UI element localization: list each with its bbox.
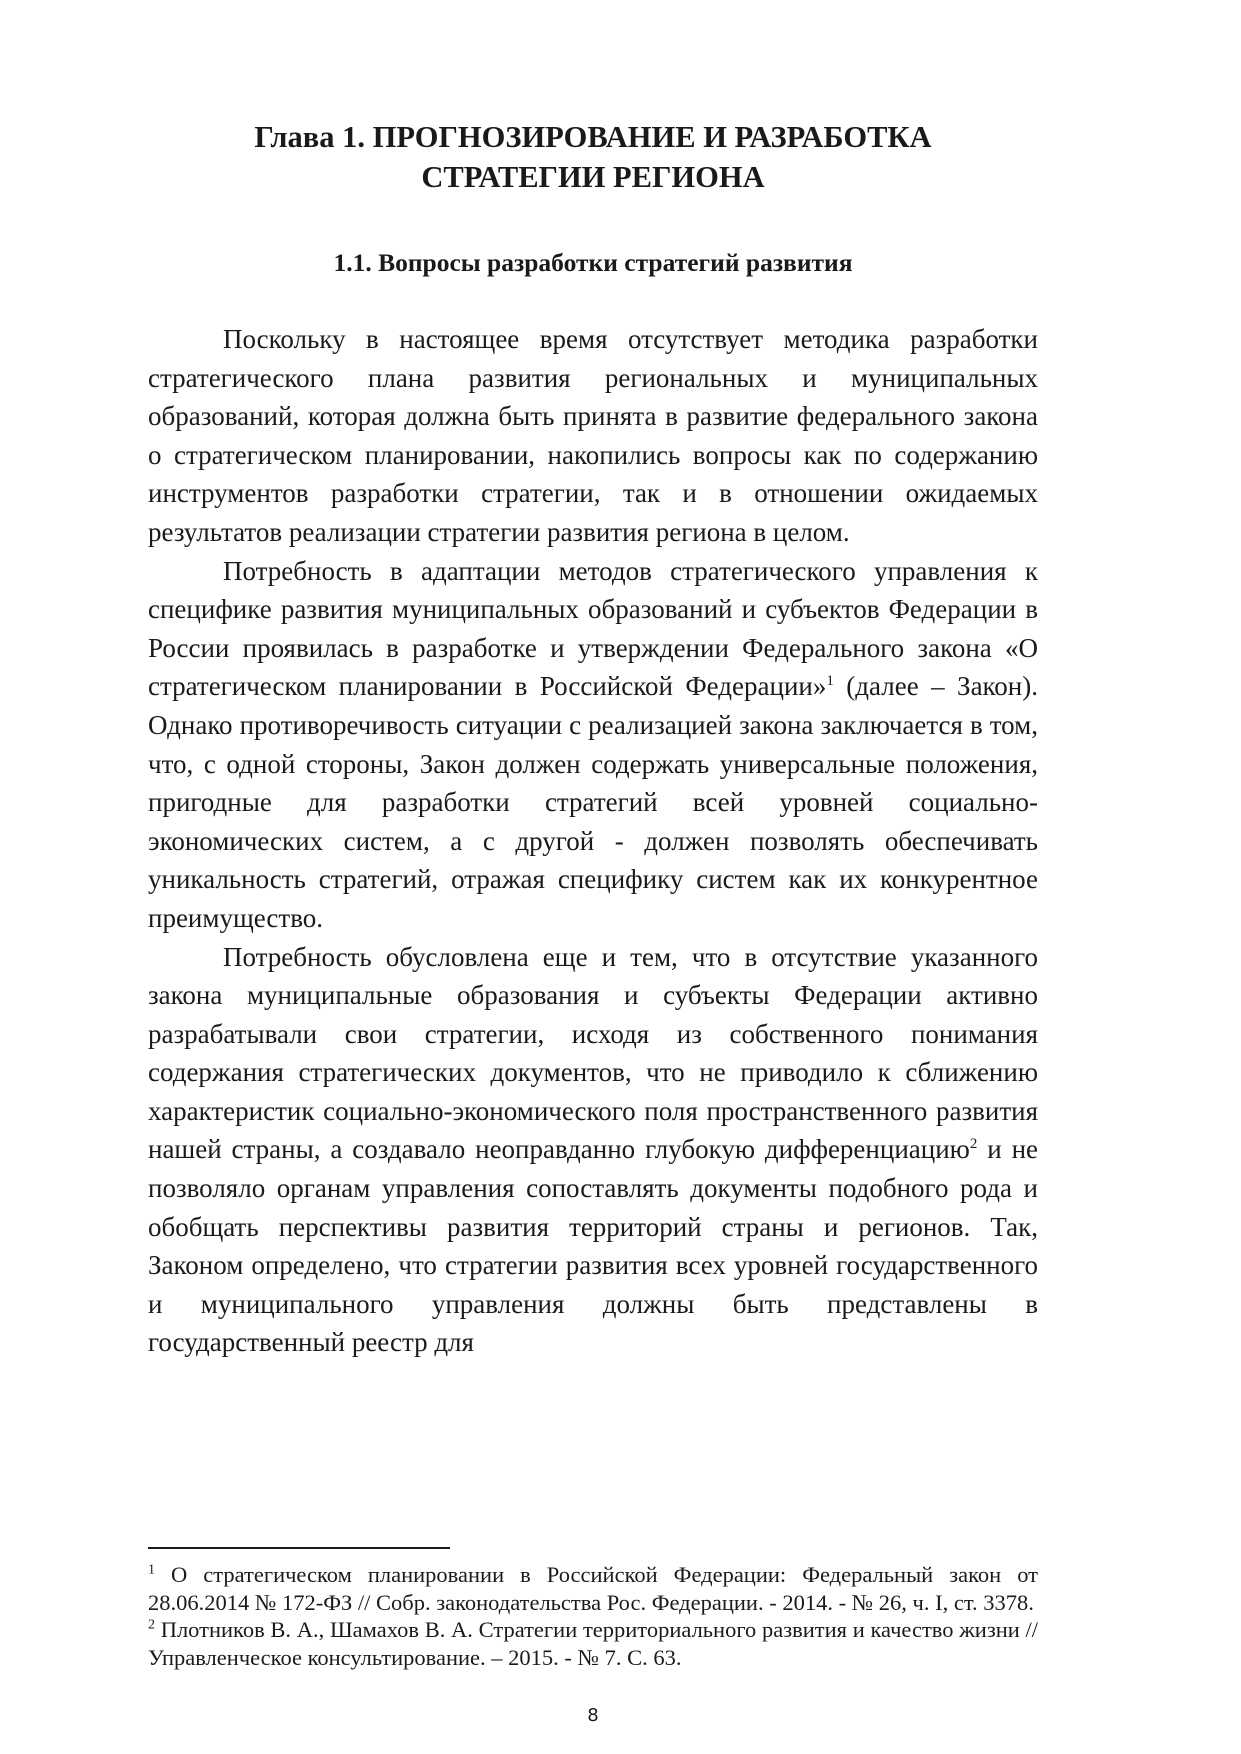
- chapter-title: [148, 117, 1038, 197]
- footnote-ref-1[interactable]: 1: [826, 673, 834, 690]
- chapter-title-line-2: СТРАТЕГИИ РЕГИОНА: [421, 160, 765, 194]
- footnote-ref-2[interactable]: 2: [969, 1136, 978, 1153]
- paragraph-2: [148, 552, 1038, 938]
- footnote-2-mark: 2: [148, 1617, 155, 1633]
- body-text: [148, 320, 1038, 1362]
- paragraph-3-text-b: и не позволяло органам управления сопоставлять документы подобного рода и обобщать перспективы развития территорий страны и регионов. Так, Законом определено, что стратегии развития всех уровней государственного и муниципального управления должны быть представлены в государственный реестр для: [148, 1134, 1038, 1358]
- footnote-1-mark: 1: [148, 1562, 155, 1578]
- page-number: 8: [587, 1705, 599, 1726]
- footnote-separator: [148, 1547, 450, 1549]
- footnote-1: [148, 1561, 1038, 1616]
- paragraph-1: Поскольку в настоящее время отсутствует методика разработки стратегического плана развития региональных и муниципальных образований, которая должна быть принята в развитие федерального закона о стратегическом планировании, накопились вопросы как по содержанию инструментов разработки стратегии, так и в отношении ожидаемых результатов реализации стратегии развития региона в целом.: [148, 324, 1038, 547]
- paragraph-3: [148, 938, 1038, 1363]
- document-page: [148, 0, 1038, 1754]
- footnote-1-text: О стратегическом планировании в Российской Федерации: Федеральный закон от 28.06.2014 № 172-ФЗ // Собр. законодательства Рос. Федерации. - 2014. - № 26, ч. I, ст. 3378.: [148, 1562, 1038, 1615]
- paragraph-2-text-a: Потребность в адаптации методов стратегического управления к специфике развития муниципальных образований и субъектов Федерации в России проявилась в разработке и утверждении Федерального закона «О стратегическом планировании в Российской Федерации»: [148, 555, 1038, 702]
- footnotes: [148, 1561, 1038, 1671]
- footnote-2: [148, 1616, 1038, 1671]
- footnote-2-text: Плотников В. А., Шамахов В. А. Стратегии территориального развития и качество жизни // Управленческое консультирование. – 2015. - № 7. С. 63.: [148, 1617, 1038, 1670]
- section-title: 1.1. Вопросы разработки стратегий развития: [333, 248, 853, 277]
- chapter-title-line-1: Глава 1. ПРОГНОЗИРОВАНИЕ И РАЗРАБОТКА: [254, 120, 932, 154]
- paragraph-3-text-a: Потребность обусловлена еще и тем, что в отсутствие указанного закона муниципальные образования и субъекты Федерации активно разрабатывали свои стратегии, исходя из собственного понимания содержания стратегических документов, что не приводило к сближению характеристик социально-экономического поля пространственного развития нашей страны, а создавало неоправданно глубокую дифференциацию: [148, 941, 1038, 1165]
- paragraph-2-text-b: (далее – Закон). Однако противоречивость ситуации с реализацией закона заключается в том, что, с одной стороны, Закон должен содержать универсальные положения, пригодные для разработки стратегий всей уровней социально-экономических систем, а с другой - должен позволять обеспечивать уникальность стратегий, отражая специфику систем как их конкурентное преимущество.: [148, 671, 1038, 933]
